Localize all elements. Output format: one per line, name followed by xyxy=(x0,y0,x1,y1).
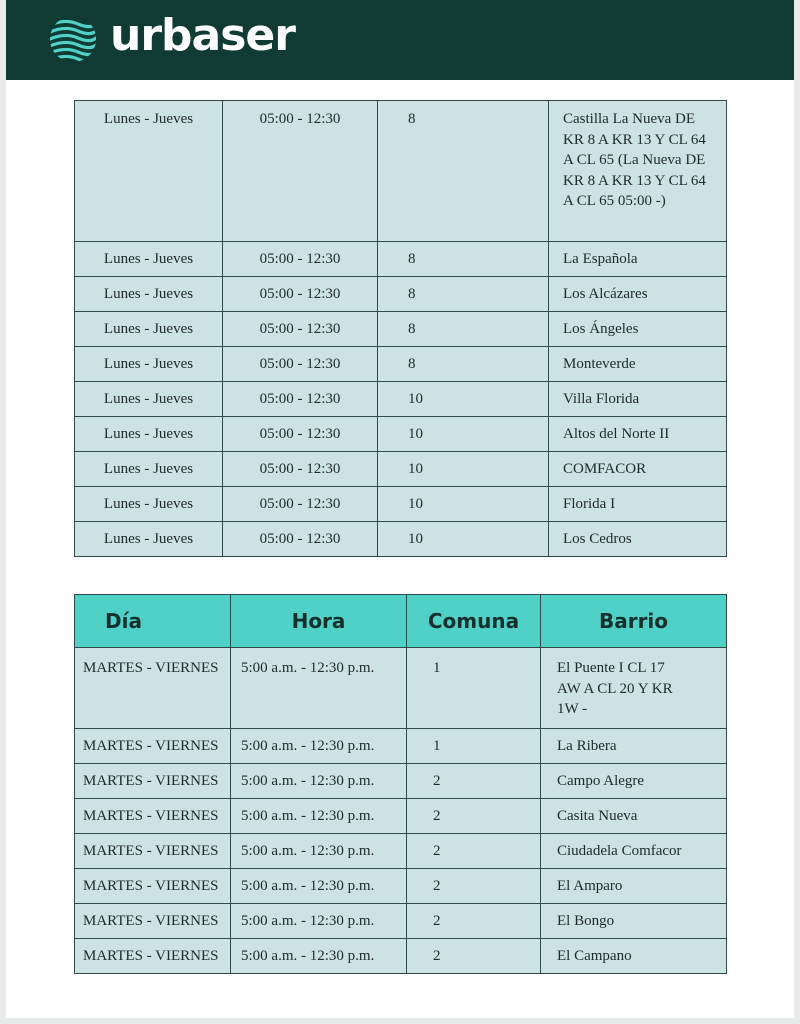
cell-comuna: 10 xyxy=(378,522,549,557)
cell-hora: 05:00 - 12:30 xyxy=(223,522,378,557)
cell-dia: Lunes - Jueves xyxy=(75,347,223,382)
brand-logo-text: urbaser xyxy=(110,10,295,61)
table-row xyxy=(75,904,727,939)
table-row xyxy=(75,347,727,382)
cell-dia: Lunes - Jueves xyxy=(75,522,223,557)
cell-barrio: El Campano xyxy=(541,939,727,974)
cell-dia: MARTES - VIERNES xyxy=(75,764,231,799)
document-page xyxy=(6,0,794,1018)
cell-dia: MARTES - VIERNES xyxy=(75,729,231,764)
header-hora: Hora xyxy=(231,595,407,648)
cell-barrio: Monteverde xyxy=(549,347,727,382)
table-row xyxy=(75,522,727,557)
cell-hora: 5:00 a.m. - 12:30 p.m. xyxy=(231,904,407,939)
header-dia: Día xyxy=(75,595,231,648)
cell-comuna: 1 xyxy=(407,648,541,729)
cell-barrio: La Española xyxy=(549,242,727,277)
cell-barrio: Villa Florida xyxy=(549,382,727,417)
cell-comuna: 8 xyxy=(378,277,549,312)
table-row xyxy=(75,764,727,799)
cell-hora: 05:00 - 12:30 xyxy=(223,347,378,382)
header-barrio: Barrio xyxy=(541,595,727,648)
cell-hora: 5:00 a.m. - 12:30 p.m. xyxy=(231,729,407,764)
cell-hora: 05:00 - 12:30 xyxy=(223,452,378,487)
cell-barrio: Castilla La Nueva DE KR 8 A KR 13 Y CL 64 A CL 65 (La Nueva DE KR 8 A KR 13 Y CL 64 A CL 65 05:00 -) xyxy=(549,101,727,242)
cell-dia: MARTES - VIERNES xyxy=(75,939,231,974)
cell-barrio: La Ribera xyxy=(541,729,727,764)
schedule-table-lunes-jueves xyxy=(74,100,727,557)
cell-barrio: Los Cedros xyxy=(549,522,727,557)
cell-hora: 05:00 - 12:30 xyxy=(223,101,378,242)
cell-comuna: 10 xyxy=(378,417,549,452)
cell-comuna: 10 xyxy=(378,487,549,522)
table-row xyxy=(75,417,727,452)
cell-hora: 5:00 a.m. - 12:30 p.m. xyxy=(231,799,407,834)
cell-comuna: 1 xyxy=(407,729,541,764)
cell-dia: Lunes - Jueves xyxy=(75,452,223,487)
cell-hora: 05:00 - 12:30 xyxy=(223,242,378,277)
cell-barrio: Ciudadela Comfacor xyxy=(541,834,727,869)
cell-barrio: COMFACOR xyxy=(549,452,727,487)
cell-dia: Lunes - Jueves xyxy=(75,417,223,452)
cell-dia: Lunes - Jueves xyxy=(75,312,223,347)
cell-comuna: 2 xyxy=(407,834,541,869)
cell-barrio: Los Alcázares xyxy=(549,277,727,312)
cell-barrio: El Amparo xyxy=(541,869,727,904)
cell-barrio: El Puente I CL 17 AW A CL 20 Y KR 1W - xyxy=(541,648,727,729)
brand-header xyxy=(6,0,794,80)
table-row xyxy=(75,834,727,869)
cell-dia: Lunes - Jueves xyxy=(75,101,223,242)
table-row xyxy=(75,242,727,277)
header-comuna: Comuna xyxy=(407,595,541,648)
cell-comuna: 2 xyxy=(407,939,541,974)
cell-barrio: Altos del Norte II xyxy=(549,417,727,452)
cell-comuna: 2 xyxy=(407,904,541,939)
cell-dia: Lunes - Jueves xyxy=(75,242,223,277)
table-row xyxy=(75,382,727,417)
table-row xyxy=(75,101,727,242)
table-row xyxy=(75,648,727,729)
cell-dia: MARTES - VIERNES xyxy=(75,904,231,939)
cell-hora: 05:00 - 12:30 xyxy=(223,312,378,347)
cell-dia: Lunes - Jueves xyxy=(75,382,223,417)
schedule-table-martes-viernes xyxy=(74,594,727,974)
cell-hora: 5:00 a.m. - 12:30 p.m. xyxy=(231,648,407,729)
table-row xyxy=(75,277,727,312)
cell-dia: MARTES - VIERNES xyxy=(75,834,231,869)
cell-dia: MARTES - VIERNES xyxy=(75,869,231,904)
cell-comuna: 2 xyxy=(407,799,541,834)
cell-barrio: Los Ángeles xyxy=(549,312,727,347)
cell-comuna: 2 xyxy=(407,764,541,799)
cell-hora: 5:00 a.m. - 12:30 p.m. xyxy=(231,834,407,869)
cell-dia: Lunes - Jueves xyxy=(75,487,223,522)
cell-barrio: Campo Alegre xyxy=(541,764,727,799)
cell-dia: MARTES - VIERNES xyxy=(75,648,231,729)
cell-dia: Lunes - Jueves xyxy=(75,277,223,312)
table-row xyxy=(75,729,727,764)
globe-waves-icon xyxy=(48,14,98,64)
cell-dia: MARTES - VIERNES xyxy=(75,799,231,834)
table-header-row xyxy=(75,595,727,648)
cell-comuna: 8 xyxy=(378,242,549,277)
cell-hora: 5:00 a.m. - 12:30 p.m. xyxy=(231,869,407,904)
cell-hora: 05:00 - 12:30 xyxy=(223,382,378,417)
table-row xyxy=(75,452,727,487)
cell-comuna: 8 xyxy=(378,347,549,382)
cell-comuna: 8 xyxy=(378,101,549,242)
cell-hora: 5:00 a.m. - 12:30 p.m. xyxy=(231,939,407,974)
table-row xyxy=(75,487,727,522)
table-row xyxy=(75,312,727,347)
cell-barrio: El Bongo xyxy=(541,904,727,939)
cell-comuna: 10 xyxy=(378,452,549,487)
cell-barrio: Casita Nueva xyxy=(541,799,727,834)
cell-hora: 05:00 - 12:30 xyxy=(223,487,378,522)
cell-hora: 05:00 - 12:30 xyxy=(223,417,378,452)
cell-hora: 05:00 - 12:30 xyxy=(223,277,378,312)
cell-comuna: 10 xyxy=(378,382,549,417)
cell-comuna: 2 xyxy=(407,869,541,904)
table-row xyxy=(75,869,727,904)
cell-hora: 5:00 a.m. - 12:30 p.m. xyxy=(231,764,407,799)
cell-barrio: Florida I xyxy=(549,487,727,522)
table-row xyxy=(75,799,727,834)
table-row xyxy=(75,939,727,974)
cell-comuna: 8 xyxy=(378,312,549,347)
